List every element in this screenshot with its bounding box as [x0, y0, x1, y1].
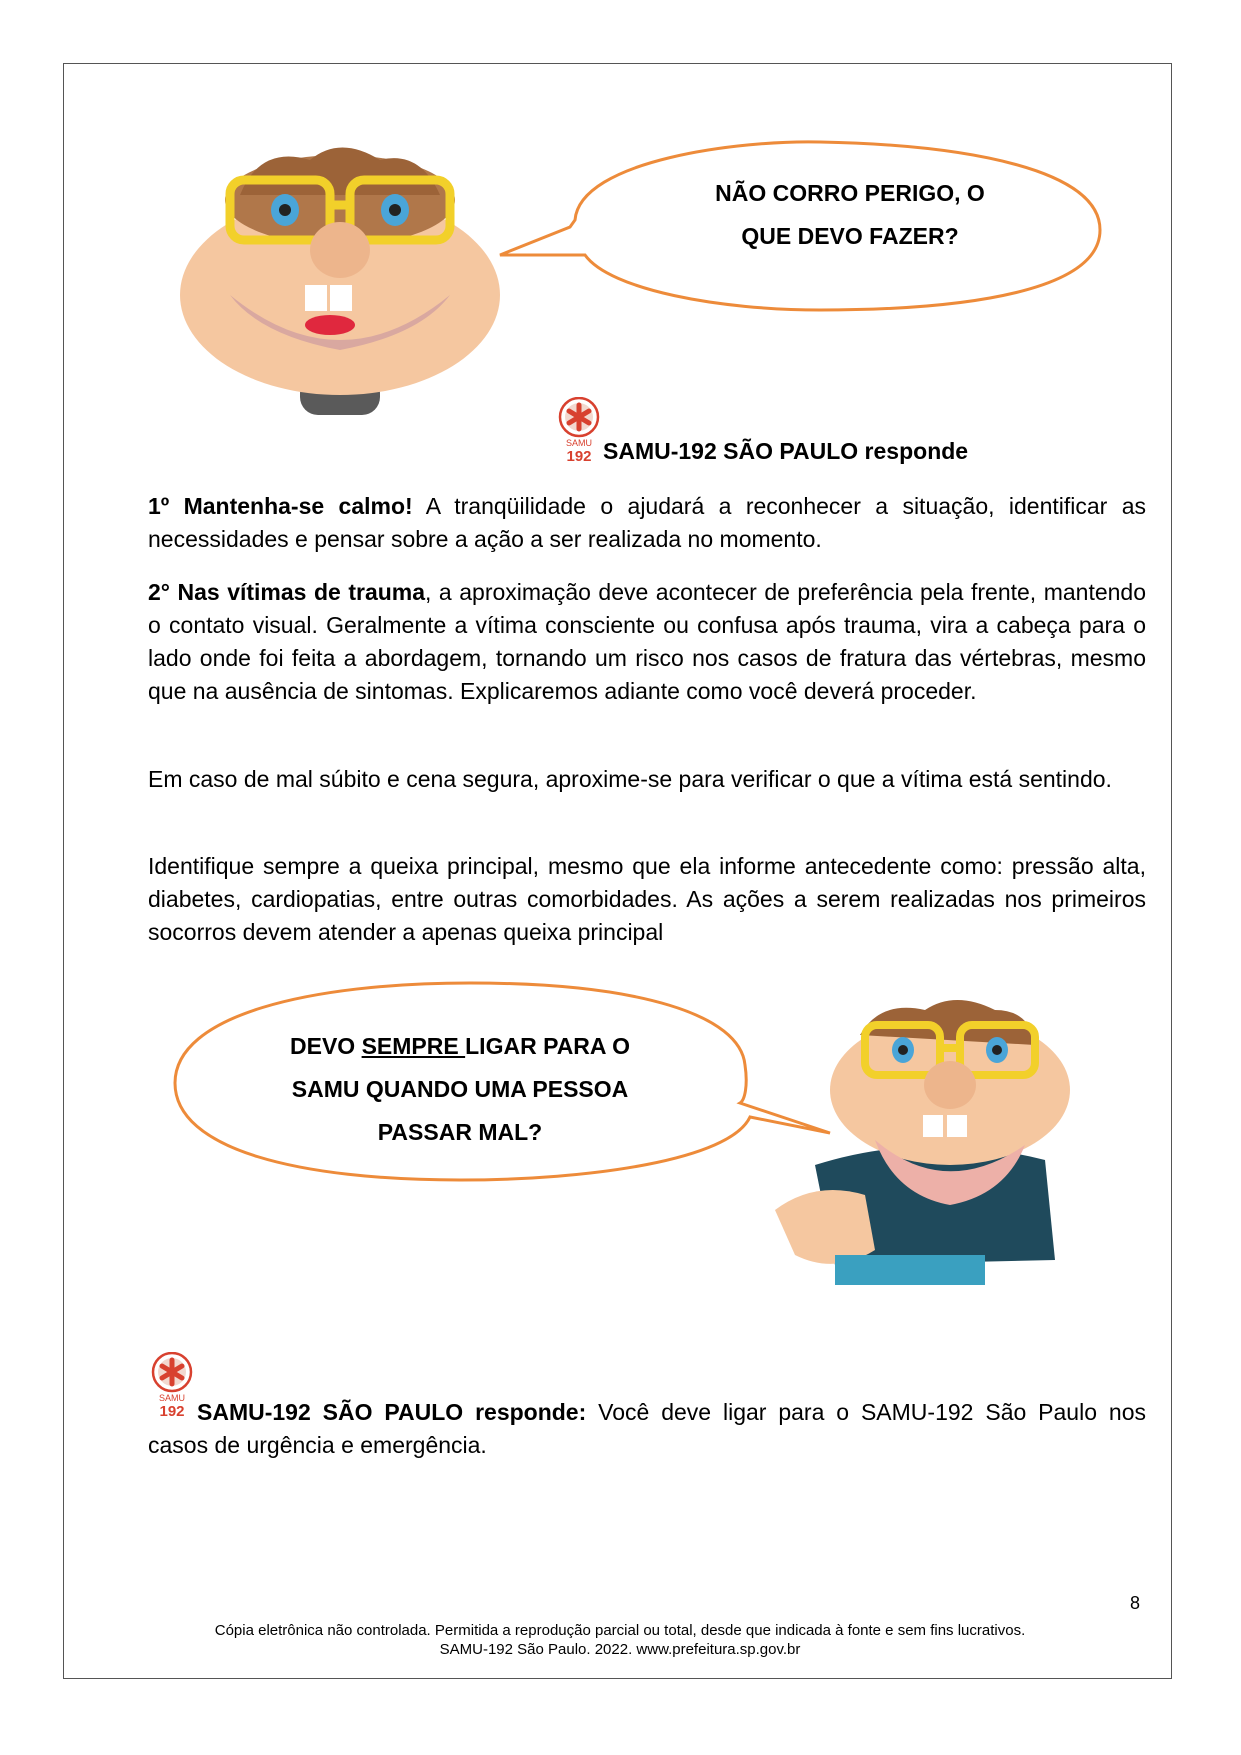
bubble-2-underlined-word: SEMPRE — [361, 1033, 466, 1059]
logo-2-bottom-text: 192 — [159, 1403, 185, 1418]
footer-line-1: Cópia eletrônica não controlada. Permitida a reprodução parcial ou total, desde que indicada à fonte e sem fins lucrativos. — [214, 1622, 1026, 1639]
bubble-1-line-1: NÃO CORRO PERIGO, O — [715, 180, 985, 206]
paragraph-1 — [148, 490, 1146, 556]
paragraph-4: Identifique sempre a queixa principal, mesmo que ela informe antecedente como: pressão alta, diabetes, cardiopatias, entre outras comorbidades. As ações a serem realizadas nos primeiros socorros devem atender a apenas queixa principal — [148, 853, 1146, 945]
logo-top-text: SAMU — [565, 438, 593, 448]
response-2-paragraph — [148, 1396, 1146, 1462]
paragraph-2 — [148, 576, 1146, 708]
logo-bottom-text: 192 — [566, 448, 592, 463]
paragraph-3: Em caso de mal súbito e cena segura, aproxime-se para verificar o que a vítima está sentindo. — [148, 766, 1112, 792]
bubble-2-text — [200, 1025, 720, 1154]
paragraph-2-bold: 2° Nas vítimas de trauma — [148, 579, 426, 605]
footer-line-2: SAMU-192 São Paulo. 2022. www.prefeitura.sp.gov.br — [439, 1641, 801, 1658]
puppet-character-image-2 — [775, 990, 1105, 1310]
puppet-character-image — [170, 135, 510, 420]
paragraph-1-bold: 1º Mantenha-se calmo! — [148, 493, 413, 519]
bubble-1-line-2: QUE DEVO FAZER? — [741, 223, 959, 249]
bubble-1-text — [600, 172, 1100, 258]
bubble-2-line-1-b: LIGAR PARA O — [465, 1033, 630, 1059]
footer-text — [120, 1621, 1120, 1659]
bubble-2-line-2: SAMU QUANDO UMA PESSOA — [291, 1076, 629, 1102]
bubble-2-line-1-a: DEVO — [290, 1033, 362, 1059]
response-2-text: Você deve ligar para o SAMU-192 São Paulo nos casos de urgência e emergência. — [148, 1399, 1146, 1458]
paragraph-2-text: , a aproximação deve acontecer de preferência pela frente, mantendo o contato visual. Geralmente a vítima consciente ou confusa após trauma, vira a cabeça para o lado onde foi feita a abordagem, tornando um risco nos casos de fratura das vértebras, mesmo que na ausência de sintomas. Explicaremos adiante como você deverá proceder. — [148, 579, 1147, 704]
samu-logo — [555, 397, 603, 463]
bubble-2-line-1 — [200, 1025, 720, 1068]
response-1-heading: SAMU-192 SÃO PAULO responde — [603, 438, 969, 464]
page-number: 8 — [1130, 1593, 1141, 1613]
response-2-heading: SAMU-192 SÃO PAULO responde: — [197, 1399, 587, 1425]
paragraph-1-text: A tranqüilidade o ajudará a reconhecer a situação, identificar as necessidades e pensar sobre a ação a ser realizada no momento. — [148, 493, 1147, 552]
logo-2-top-text: SAMU — [158, 1393, 186, 1403]
bubble-2-line-3: PASSAR MAL? — [377, 1119, 543, 1145]
